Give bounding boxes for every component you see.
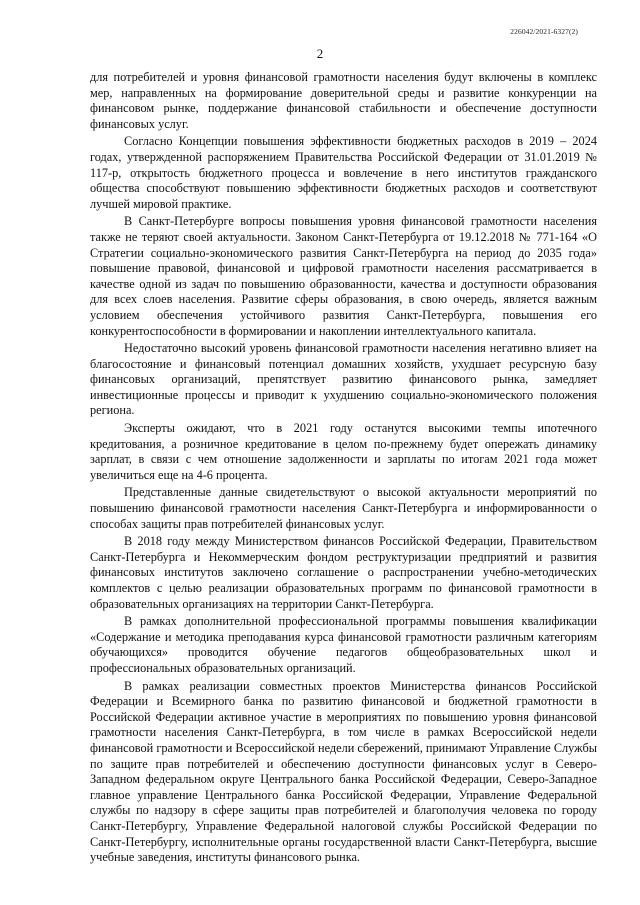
paragraph: В рамках дополнительной профессиональной программы повышения квалификации «Содержание и методика преподавания курса финансовой грамотности различным категориям обучающихся» проводится обучение педагогов общеобразовательных школ и профессиональных образовательных организаций. [90,614,597,675]
paragraph: В Санкт-Петербурге вопросы повышения уровня финансовой грамотности населения также не теряют своей актуальности. Законом Санкт-Петербурга от 19.12.2018 № 771-164 «О Стратегии социально-экономического развития Санкт-Петербурга на период до 2035 года» повышение правовой, финансовой и цифровой грамотности населения рассматривается в качестве одной из задач по повышению образованности, качества и доступности образования для всех слоев населения. Развитие сферы образования, в свою очередь, является важным условием обеспечения устойчивого развития Санкт-Петербурга, повышения его конкурентоспособности в формировании и накоплении интеллектуального капитала. [90,214,597,338]
document-body [90,70,597,868]
paragraph: В 2018 году между Министерством финансов Российской Федерации, Правительством Санкт-Петербурга и Некоммерческим фондом реструктуризации предприятий и развития финансовых институтов заключено соглашение о распространении учебно-методических комплектов с целью реализации образовательных программ по финансовой грамотности в образовательных организациях на территории Санкт-Петербурга. [90,534,597,611]
paragraph: Эксперты ожидают, что в 2021 году останутся высокими темпы ипотечного кредитования, а розничное кредитование в целом по-прежнему будет опережать динамику зарплат, в связи с чем отношение задолженности и зарплаты по итогам 2021 года может увеличиться еще на 4-6 процента. [90,421,597,482]
document-id: 226042/2021-6327(2) [510,27,578,36]
paragraph: Недостаточно высокий уровень финансовой грамотности населения негативно влияет на благосостояние и финансовый потенциал домашних хозяйств, ухудшает ресурсную базу финансовых организаций, препятствует развитию финансового рынка, замедляет инвестиционные процессы и приводит к ухудшению социально-экономического положения региона. [90,341,597,418]
page-number: 2 [316,46,324,61]
paragraph: Согласно Концепции повышения эффективности бюджетных расходов в 2019 – 2024 годах, утвержденной распоряжением Правительства Российской Федерации от 31.01.2019 № 117-р, открытость бюджетного процесса и вовлечение в него институтов гражданского общества способствуют повышению эффективности бюджетных расходов и соответствуют лучшей мировой практике. [90,134,597,211]
paragraph: В рамках реализации совместных проектов Министерства финансов Российской Федерации и Всемирного банка по развитию финансовой и бюджетной грамотности в Российской Федерации активное участие в мероприятиях по повышению уровня финансовой грамотности населения Санкт-Петербурга, в том числе в рамках Всероссийской недели финансовой грамотности и Всероссийской недели сбережений, принимают Управление Службы по защите прав потребителей и обеспечению доступности финансовых услуг в Северо-Западном федеральном округе Центрального банка Российской Федерации, Северо-Западное главное управление Центрального банка Российской Федерации, Управление Федеральной службы по надзору в сфере защиты прав потребителей и благополучия человека по городу Санкт-Петербургу, Управление Федеральной налоговой службы Российской Федерации по Санкт-Петербургу, исполнительные органы государственной власти Санкт-Петербурга, высшие учебные заведения, институты финансового рынка. [90,678,597,865]
paragraph: для потребителей и уровня финансовой грамотности населения будут включены в комплекс мер, направленных на формирование доверительной среды и развитие конкуренции на финансовом рынке, поддержание финансовой стабильности и обеспечение доступности финансовых услуг. [90,70,597,131]
paragraph: Представленные данные свидетельствуют о высокой актуальности мероприятий по повышению финансовой грамотности населения Санкт-Петербурга и информированности о способах защиты прав потребителей финансовых услуг. [90,485,597,531]
